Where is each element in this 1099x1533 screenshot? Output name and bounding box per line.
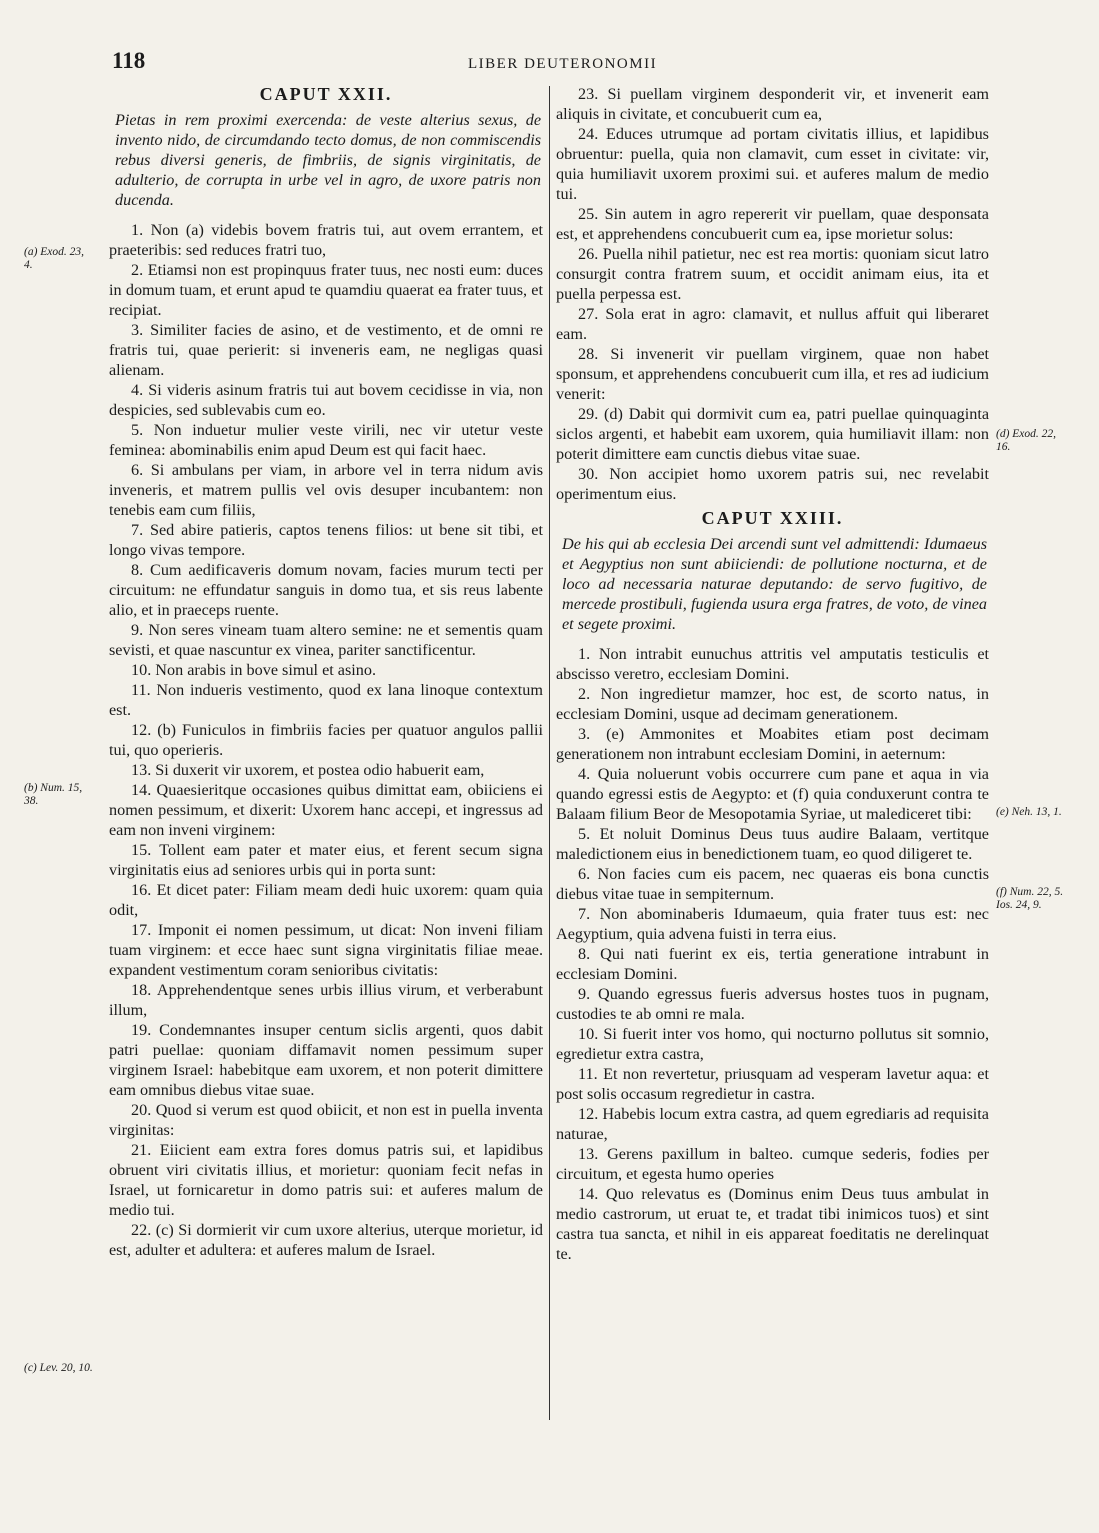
chapter-summary: De his qui ab ecclesia Dei arcendi sunt vel admittendi: Idumaeus et Aegyptius non sunt abiiciendi: de pollutione nocturna, et de loco ad necessaria naturae deputando: de servo fugitivo, de mercede prostibuli, fugienda usura erga fratres, de voto, de vinea et segete proximi. bbox=[562, 535, 987, 633]
verse: 3. (e) Ammonites et Moabites etiam post decimam generationem non intrabunt ecclesiam Domini, in aeternum: bbox=[556, 725, 989, 763]
left-column bbox=[109, 84, 543, 1260]
verse: 7. Non abominaberis Idumaeum, quia frater tuus est: nec Aegyptium, quia advena fuisti in terra eius. bbox=[556, 905, 989, 943]
verse-list bbox=[556, 644, 989, 1264]
verse: 1. Non intrabit eunuchus attritis vel amputatis testiculis et abscisso veretro, ecclesiam Domini. bbox=[556, 645, 989, 683]
margin-note: (d) Exod. 22, 16. bbox=[996, 428, 1057, 453]
verse: 22. (c) Si dormierit vir cum uxore alterius, uterque morietur, id est, adulter et adultera: et auferes malum de Israel. bbox=[109, 1221, 543, 1259]
verse: 14. Quo relevatus es (Dominus enim Deus tuus ambulat in medio castrorum, ut eruat te, et tradat tibi inimicos tuos) et sint castra tua sancta, et nihil in eis appareat foeditatis ne derelinquat te. bbox=[556, 1185, 989, 1263]
verse: 14. Quaesieritque occasiones quibus dimittat eam, obiiciens ei nomen pessimum, et dixerit: Uxorem hanc accepi, et ingressus ad eam non inveni virginem: bbox=[109, 781, 543, 839]
verse: 11. Et non revertetur, priusquam ad vesperam lavetur aqua: et post solis occasum regredietur in castra. bbox=[556, 1065, 989, 1103]
verse: 9. Quando egressus fueris adversus hostes tuos in pugnam, custodies te ab omni re mala. bbox=[556, 985, 989, 1023]
verse: 6. Non facies cum eis pacem, nec quaeras eis bona cunctis diebus vitae tuae in sempiternum. bbox=[556, 865, 989, 903]
verse: 2. Etiamsi non est propinquus frater tuus, nec nosti eum: duces in domum tuam, et erunt apud te quamdiu quaerat ea frater tuus, et recipiat. bbox=[109, 261, 543, 319]
running-head: LIBER DEUTERONOMII bbox=[468, 56, 658, 72]
verse: 28. Si invenerit vir puellam virginem, quae non habet sponsum, et apprehendens concubuerit cum illa, et res ad iudicium venerit: bbox=[556, 345, 989, 403]
verse: 1. Non (a) videbis bovem fratris tui, aut ovem errantem, et praeteribis: sed reduces fratri tuo, bbox=[109, 221, 543, 259]
verse-list bbox=[109, 220, 543, 1260]
chapter-title: CAPUT XXIII. bbox=[701, 508, 844, 528]
verse: 11. Non indueris vestimento, quod ex lana linoque contextum est. bbox=[109, 681, 543, 719]
verse: 4. Quia noluerunt vobis occurrere cum pane et aqua in via quando egressi estis de Aegypto: et (f) quia conduxerunt contra te Balaam filium Beor de Mesopotamia Syriae, ut malediceret tibi: bbox=[556, 765, 989, 823]
verse: 4. Si videris asinum fratris tui aut bovem cecidisse in via, non despicies, sed sublevabis cum eo. bbox=[109, 381, 543, 419]
verse: 9. Non seres vineam tuam altero semine: ne et sementis quam sevisti, et quae nascuntur ex vinea, pariter sanctificentur. bbox=[109, 621, 543, 659]
verse: 2. Non ingredietur mamzer, hoc est, de scorto natus, in ecclesiam Domini, usque ad decimam generationem. bbox=[556, 685, 989, 723]
verse: 8. Qui nati fuerint ex eis, tertia generatione intrabunt in ecclesiam Domini. bbox=[556, 945, 989, 983]
margin-note: (a) Exod. 23, 4. bbox=[24, 246, 85, 271]
verse: 25. Sin autem in agro repererit vir puellam, quae desponsata est, et apprehendens concubuerit cum ea, ipse morietur solus: bbox=[556, 205, 989, 243]
verse: 15. Tollent eam pater et mater eius, et ferent secum signa virginitatis eius ad seniores urbis qui in porta sunt: bbox=[109, 841, 543, 879]
verse: 10. Si fuerit inter vos homo, qui nocturno pollutus sit somnio, egredietur extra castra, bbox=[556, 1025, 989, 1063]
column-rule bbox=[549, 86, 550, 1420]
verse: 27. Sola erat in agro: clamavit, et nullus affuit qui liberaret eam. bbox=[556, 305, 989, 343]
margin-note: (e) Neh. 13, 1. bbox=[996, 806, 1062, 818]
chapter-summary: Pietas in rem proximi exercenda: de veste alterius sexus, de invento nido, de circumdando tecto domus, de non commiscendis rebus diversi generis, de fimbriis, de signis virginitatis, de adulterio, de corrupta in urbe vel in agro, de uxore patris non ducenda. bbox=[115, 111, 541, 209]
verse: 17. Imponit ei nomen pessimum, ut dicat: Non inveni filiam tuam virginem: et ecce haec sunt signa virginitatis filiae meae. expandent vestimentum coram senioribus civitatis: bbox=[109, 921, 543, 979]
margin-note: (f) Num. 22, 5. Ios. 24, 9. bbox=[996, 886, 1064, 911]
verse: 5. Non induetur mulier veste virili, nec vir utetur veste feminea: abominabilis enim apud Deum est qui facit haec. bbox=[109, 421, 543, 459]
verse: 18. Apprehendentque senes urbis illius virum, et verberabunt illum, bbox=[109, 981, 543, 1019]
verse: 29. (d) Dabit qui dormivit cum ea, patri puellae quinquaginta siclos argenti, et habebit eam uxorem, quia humiliavit illam: non poterit dimittere eam cunctis diebus vitae suae. bbox=[556, 405, 989, 463]
verse: 13. Gerens paxillum in balteo. cumque sederis, fodies per circuitum, et egesta humo operies bbox=[556, 1145, 989, 1183]
verse: 5. Et noluit Dominus Deus tuus audire Balaam, vertitque maledictionem eius in benedictionem tuam, eo quod diligeret te. bbox=[556, 825, 989, 863]
chapter-title: CAPUT XXII. bbox=[259, 84, 393, 104]
verse: 21. Eiicient eam extra fores domus patris sui, et lapidibus obruent viri civitatis illius, et morietur: quoniam fecit nefas in Israel, ut fornicaretur in domo patris sui: et auferes malum de medio tui. bbox=[109, 1141, 543, 1219]
verse: 13. Si duxerit vir uxorem, et postea odio habuerit eam, bbox=[131, 761, 485, 779]
page-number: 118 bbox=[112, 48, 146, 73]
verse: 26. Puella nihil patietur, nec est rea mortis: quoniam sicut latro consurgit contra fratrem suum, et occidit animam eius, ita et puella perpessa est. bbox=[556, 245, 989, 303]
verse: 23. Si puellam virginem desponderit vir, et invenerit eam aliquis in civitate, et concubuerit cum ea, bbox=[556, 85, 989, 123]
right-column bbox=[556, 84, 989, 1264]
verse: 30. Non accipiet homo uxorem patris sui, nec revelabit operimentum eius. bbox=[556, 465, 989, 503]
margin-note: (c) Lev. 20, 10. bbox=[24, 1362, 93, 1374]
verse: 12. Habebis locum extra castra, ad quem egrediaris ad requisita naturae, bbox=[556, 1105, 989, 1143]
margin-note: (b) Num. 15, 38. bbox=[24, 782, 83, 807]
verse: 24. Educes utrumque ad portam civitatis illius, et lapidibus obruentur: puella, quia non clamavit, cum esset in civitate: vir, quia humiliavit uxorem proximi sui. et auferes malum de medio tui. bbox=[556, 125, 989, 203]
verse-list bbox=[556, 84, 989, 504]
verse: 20. Quod si verum est quod obiicit, et non est in puella inventa virginitas: bbox=[109, 1101, 543, 1139]
verse: 6. Si ambulans per viam, in arbore vel in terra nidum avis inveneris, et matrem pullis vel ovis desuper incubantem: non tenebis eam cum filiis, bbox=[109, 461, 543, 519]
verse: 8. Cum aedificaveris domum novam, facies murum tecti per circuitum: ne effundatur sanguis in domo tua, et sis reus labente alio, et in praeceps ruente. bbox=[109, 561, 543, 619]
verse: 12. (b) Funiculos in fimbriis facies per quatuor angulos pallii tui, quo operieris. bbox=[109, 721, 543, 759]
verse: 7. Sed abire patieris, captos tenens filios: ut bene sit tibi, et longo vivas tempore. bbox=[109, 521, 543, 559]
verse: 19. Condemnantes insuper centum siclis argenti, quos dabit patri puellae: quoniam diffamavit nomen pessimum super virginem Israel: habebitque eam uxorem, et non poterit dimittere eam omnibus diebus vitae suae. bbox=[109, 1021, 543, 1099]
verse: 3. Similiter facies de asino, et de vestimento, et de omni re fratris tui, quae perierit: si inveneris eam, ne negligas quasi alienam. bbox=[109, 321, 543, 379]
verse: 16. Et dicet pater: Filiam meam dedi huic uxorem: quam quia odit, bbox=[109, 881, 543, 919]
verse: 10. Non arabis in bove simul et asino. bbox=[131, 661, 377, 679]
